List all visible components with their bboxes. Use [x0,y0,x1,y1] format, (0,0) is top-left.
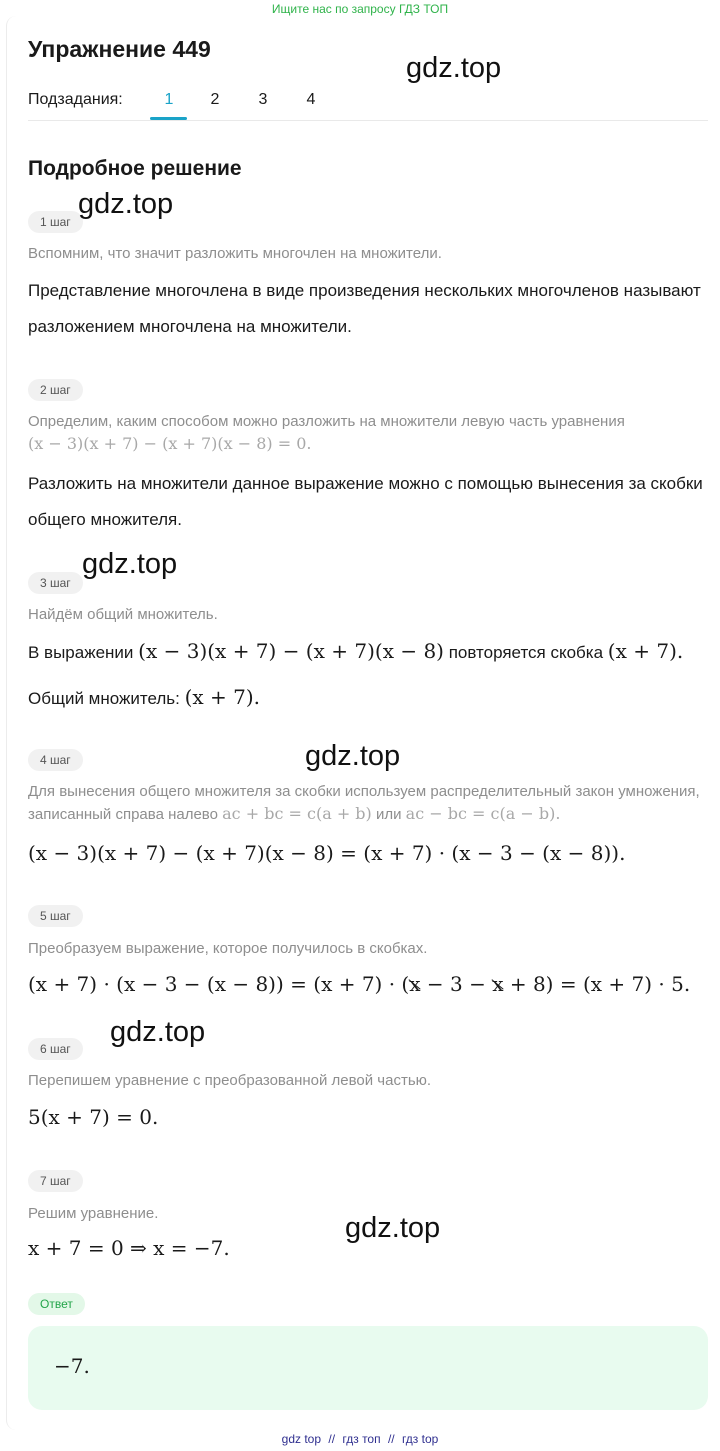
step-4-hint-text: Для вынесения общего множителя за скобки используем распределительный закон умножения, записанный справа налево [28,783,700,823]
step-3-text-middle: повторяется скобка [448,643,604,662]
step-7-hint: Решим уравнение. [28,1205,159,1222]
step-4-hint-or: или [375,806,402,823]
watermark-2: gdz.top [78,188,174,220]
search-promo-banner: Ищите нас по запросу ГДЗ ТОП [271,2,449,16]
step-badge-6: 6 шаг [28,1038,83,1060]
footer-separator-2: // [387,1432,395,1446]
step-3-hint: Найдём общий множитель. [28,606,218,623]
step-3-bracket: (x + 7). [607,639,684,663]
watermark-6: gdz.top [345,1212,441,1244]
footer-link-2[interactable]: гдз топ [342,1432,381,1446]
step-5-formula-right: + 8) = (x + 7) · 5. [503,972,691,996]
footer-separator-1: // [328,1432,336,1446]
step-3-common-label: Общий множитель: [28,689,180,708]
step-3-common-value: (x + 7). [184,685,261,709]
section-title: Подробное решение [28,157,242,180]
answer-badge: Ответ [28,1293,85,1315]
cancelled-x-2: x [492,972,504,996]
step-1-hint: Вспомним, что значит разложить многочлен на множители. [28,245,442,262]
step-5-hint: Преобразуем выражение, которое получилось в скобках. [28,940,428,957]
step-4-hint [28,781,700,826]
step-4-formula: (x − 3)(x + 7) − (x + 7)(x − 8) = (x + 7) · (x − 3 − (x − 8)). [28,841,626,865]
subtask-tab-2[interactable]: 2 [210,91,220,108]
step-3-text-prefix: В выражении [28,643,134,662]
step-4-hint-formula-1: ac + bc = c(a + b) [222,804,372,823]
step-1-text: Представление многочлена в виде произведения нескольких многочленов называют разложением многочлена на множители. [28,281,701,336]
watermark-4: gdz.top [305,740,401,772]
step-2-hint: Определим, каким способом можно разложить на множители левую часть уравнения [28,413,625,430]
step-3-text [28,633,708,671]
step-2-text: Разложить на множители данное выражение можно с помощью вынесения за скобки общего множителя. [28,474,703,529]
step-6-hint: Перепишем уравнение с преобразованной левой частью. [28,1072,432,1089]
step-5-formula-left: (x + 7) · (x − 3 − (x − 8)) = (x + 7) · ( [28,972,410,996]
step-badge-3: 3 шаг [28,572,83,594]
watermark-3: gdz.top [82,548,178,580]
watermark-5: gdz.top [110,1016,206,1048]
step-3-common [28,679,708,717]
tabs-divider [28,120,708,121]
step-3-expression: (x − 3)(x + 7) − (x + 7)(x − 8) [138,639,444,663]
cancelled-x-1: x [409,972,421,996]
step-7-formula: x + 7 = 0 ⇒ x = −7. [28,1236,230,1260]
subtask-tab-1[interactable]: 1 [164,91,174,108]
step-badge-2: 2 шаг [28,379,83,401]
subtask-tab-3[interactable]: 3 [258,91,268,108]
footer-link-1[interactable]: gdz top [281,1432,322,1446]
answer-value: −7. [54,1354,90,1378]
answer-box [28,1326,708,1410]
subtasks-label: Подзадания: [28,91,123,108]
step-5-formula [28,972,690,996]
step-5-formula-mid: − 3 − [420,972,493,996]
step-2-hint-formula: (x − 3)(x + 7) − (x + 7)(x − 8) = 0. [28,434,312,453]
footer-link-3[interactable]: гдз top [401,1432,439,1446]
step-badge-7: 7 шаг [28,1170,83,1192]
step-badge-4: 4 шаг [28,749,83,771]
step-badge-1: 1 шаг [28,211,83,233]
exercise-title: Упражнение 449 [28,36,211,62]
step-badge-5: 5 шаг [28,905,83,927]
footer-links [0,1430,720,1448]
subtask-tab-4[interactable]: 4 [306,91,316,108]
watermark-1: gdz.top [406,52,502,84]
step-4-hint-formula-2: ac − bc = c(a − b). [405,804,561,823]
step-6-formula: 5(x + 7) = 0. [28,1105,159,1129]
